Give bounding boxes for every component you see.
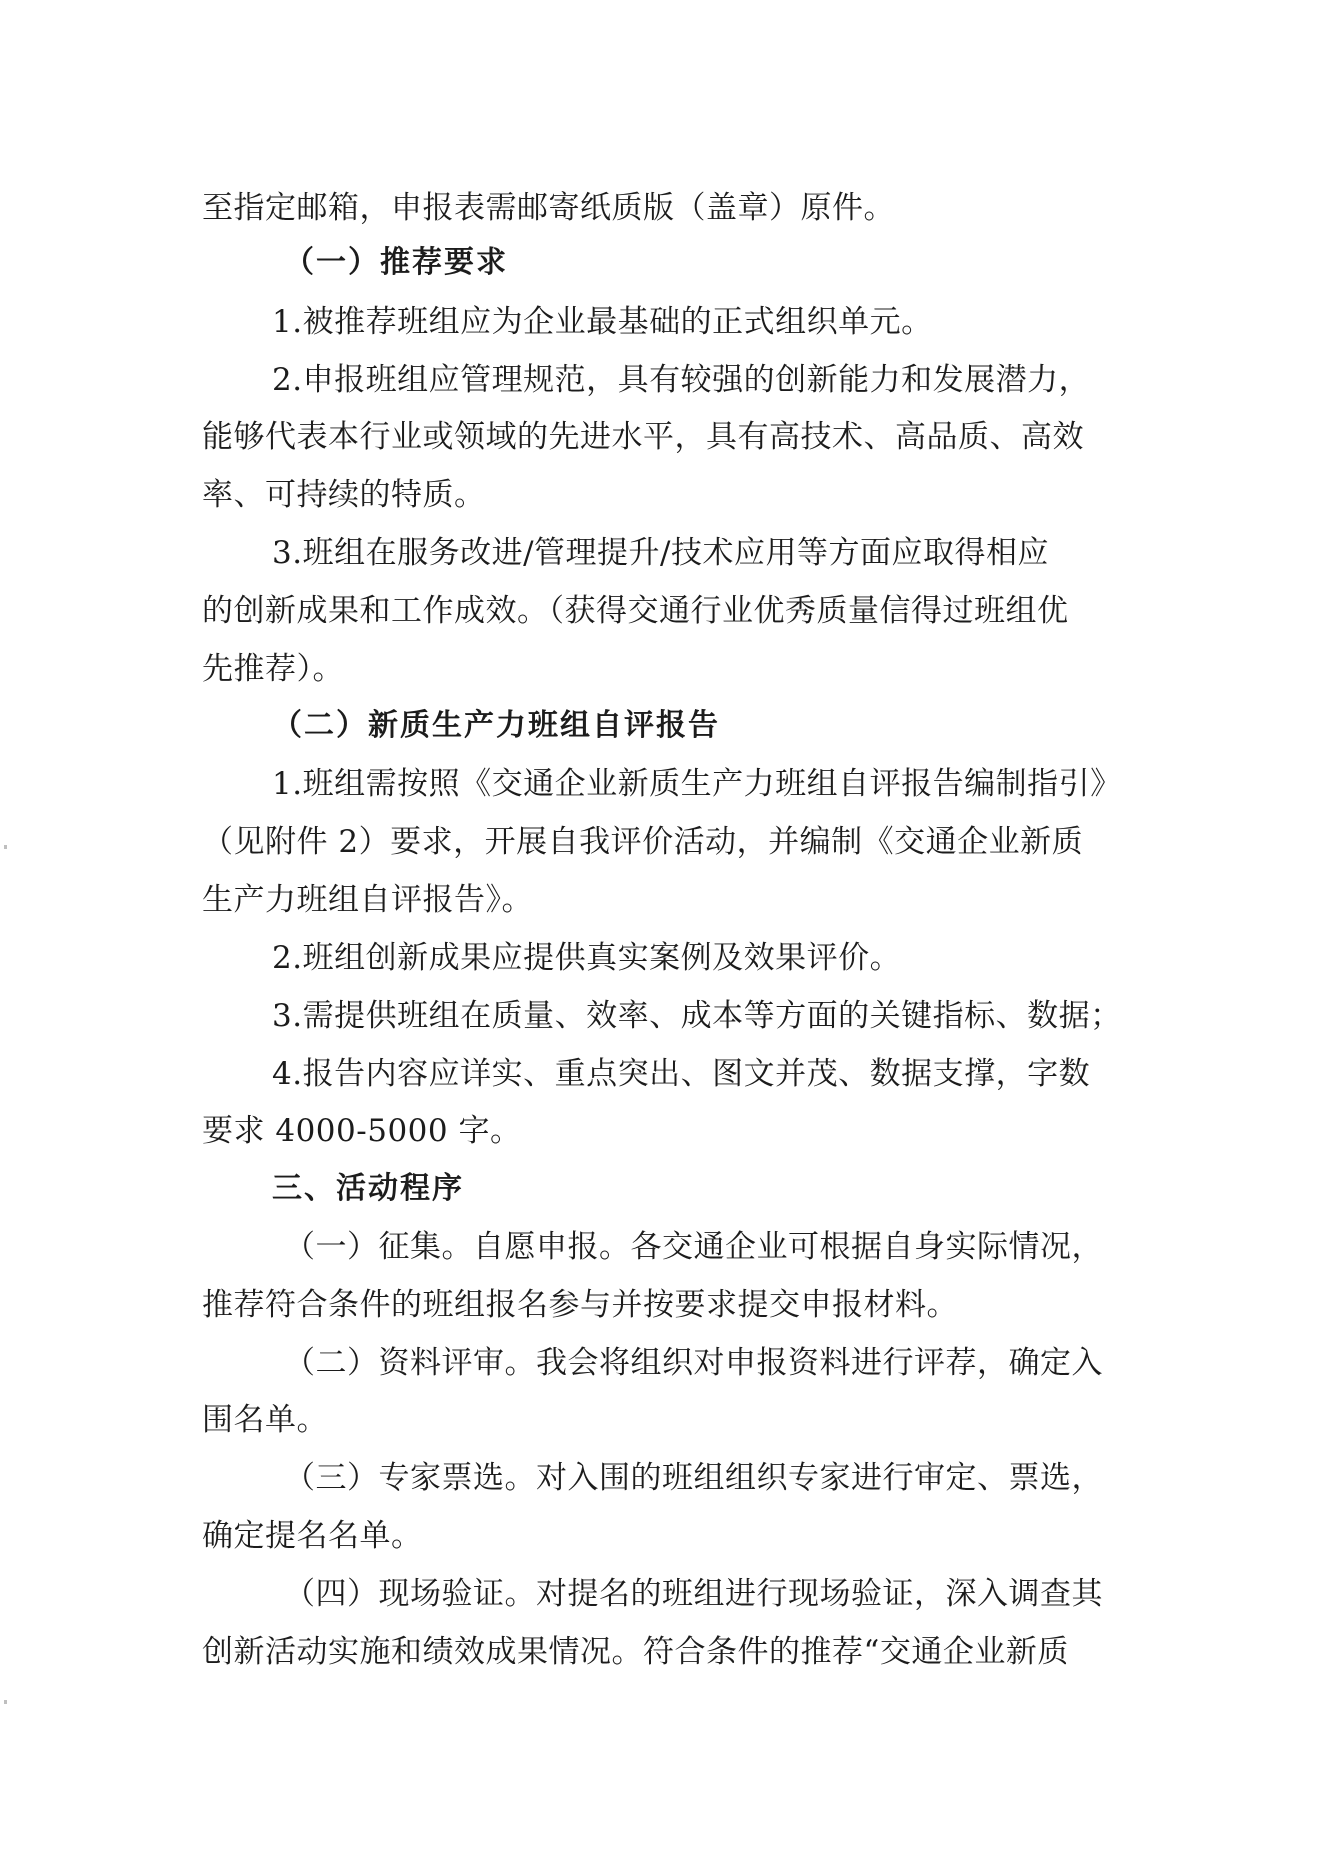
body-text-line: 能够代表本行业或领域的先进水平，具有高技术、高品质、高效 [202, 419, 1084, 455]
list-item-text: 2.班组创新成果应提供真实案例及效果评价。 [272, 940, 902, 976]
list-item-text: 2.申报班组应管理规范，具有较强的创新能力和发展潜力， [272, 362, 1091, 398]
list-item-text: 3.班组在服务改进/管理提升/技术应用等方面应取得相应 [272, 535, 1049, 571]
list-item-text: 1.被推荐班组应为企业最基础的正式组织单元。 [272, 304, 933, 340]
section-heading: （二）新质生产力班组自评报告 [272, 708, 720, 743]
list-item-text: 1.班组需按照《交通企业新质生产力班组自评报告编制指引》 [272, 766, 1122, 802]
body-text-line: 生产力班组自评报告》。 [202, 882, 533, 918]
section-heading: （一）推荐要求 [284, 245, 508, 280]
scan-mark [4, 845, 7, 849]
body-text-line: （四）现场验证。对提名的班组进行现场验证，深入调查其 [284, 1576, 1103, 1612]
body-text-line: 要求 4000-5000 字。 [202, 1113, 522, 1149]
section-heading: 三、活动程序 [272, 1171, 464, 1206]
body-text-line: 的创新成果和工作成效。（获得交通行业优秀质量信得过班组优 [202, 593, 1069, 629]
body-text-line: 先推荐）。 [202, 651, 344, 687]
body-text-line: （二）资料评审。我会将组织对申报资料进行评荐，确定入 [284, 1345, 1103, 1381]
body-text-line: （三）专家票选。对入围的班组组织专家进行审定、票选， [284, 1460, 1103, 1496]
body-text-line: 推荐符合条件的班组报名参与并按要求提交申报材料。 [202, 1287, 958, 1323]
body-text-line: （见附件 2）要求，开展自我评价活动，并编制《交通企业新质 [202, 824, 1084, 860]
body-text-line: 率、可持续的特质。 [202, 477, 486, 513]
body-text-line: 创新活动实施和绩效成果情况。符合条件的推荐“交通企业新质 [202, 1634, 1069, 1670]
body-text-line: （一）征集。自愿申报。各交通企业可根据自身实际情况， [284, 1229, 1103, 1265]
list-item-text: 4.报告内容应详实、重点突出、图文并茂、数据支撑，字数 [272, 1056, 1091, 1092]
body-text-line: 围名单。 [202, 1402, 328, 1438]
scan-mark [4, 1700, 7, 1704]
list-item-text: 3.需提供班组在质量、效率、成本等方面的关键指标、数据； [272, 998, 1122, 1034]
body-text-line: 确定提名名单。 [202, 1518, 423, 1554]
body-text-line: 至指定邮箱，申报表需邮寄纸质版（盖章）原件。 [202, 190, 895, 226]
